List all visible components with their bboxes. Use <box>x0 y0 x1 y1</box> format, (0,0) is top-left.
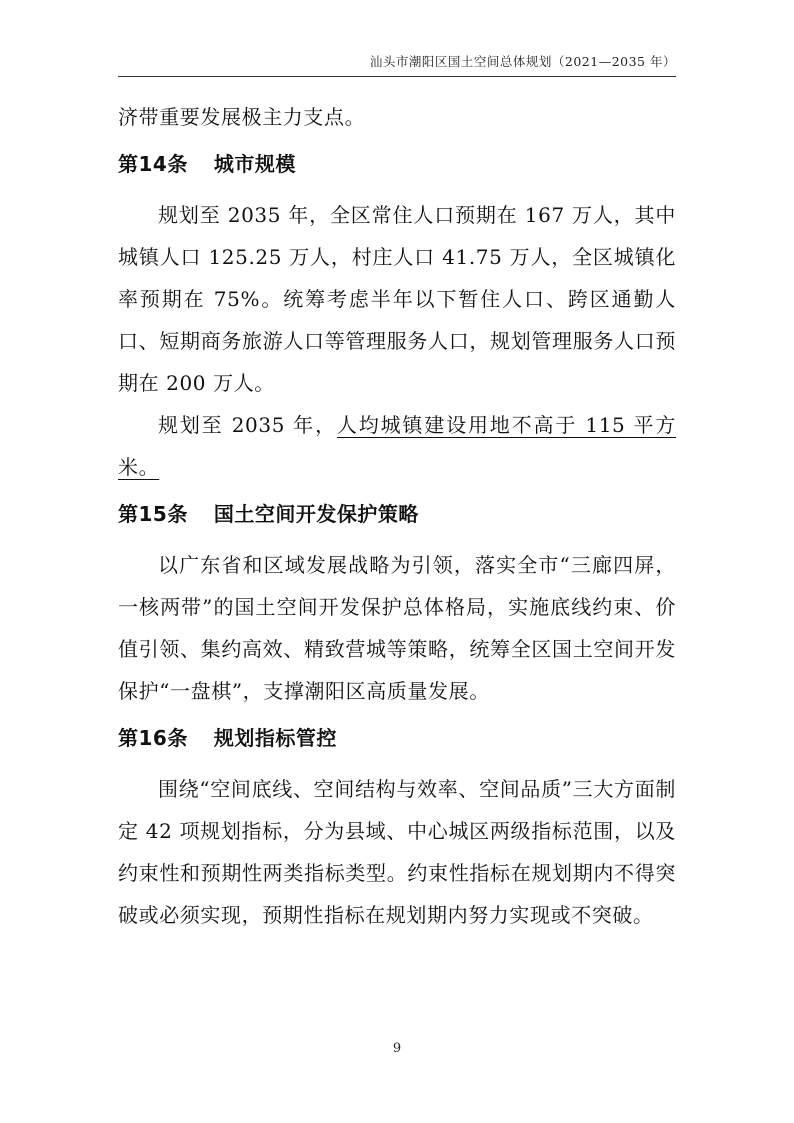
article-14-paragraph-2-prefix: 规划至 2035 年， <box>158 413 337 437</box>
article-16-heading <box>118 716 676 760</box>
article-14-heading <box>118 142 676 186</box>
article-14-paragraph-2-underlined: 人均城镇建设用地不高于 115 平方米。 <box>118 413 676 479</box>
article-15-paragraph-1: 以广东省和区域发展战略为引领，落实全市“三廊四屏，一核两带”的国土空间开发保护总体格局，实施底线约束、价值引领、集约高效、精致营城等策略，统筹全区国土空间开发保护“一盘棋”，支撑潮阳区高质量发展。 <box>118 553 676 703</box>
document-body <box>118 96 676 936</box>
article-16-paragraph-1: 围绕“空间底线、空间结构与效率、空间品质”三大方面制定 42 项规划指标，分为县域、中心城区两级指标范围，以及约束性和预期性两类指标类型。约束性指标在规划期内不得突破或必须实现，预期性指标在规划期内努力实现或不突破。 <box>118 777 676 927</box>
continuation-paragraph: 济带重要发展极主力支点。 <box>118 105 366 129</box>
article-15-heading <box>118 492 676 536</box>
article-14-title: 城市规模 <box>213 152 296 176</box>
page-number: 9 <box>392 1041 402 1056</box>
article-15-number: 第15条 <box>118 502 188 526</box>
article-15-title: 国土空间开发保护策略 <box>213 502 419 526</box>
article-16-number: 第16条 <box>118 726 188 750</box>
header-title: 汕头市潮阳区国土空间总体规划（2021—2035 年） <box>369 54 676 69</box>
article-16-title: 规划指标管控 <box>213 726 337 750</box>
article-14-paragraph-2 <box>118 404 676 488</box>
article-14-number: 第14条 <box>118 152 188 176</box>
article-14-paragraph-1: 规划至 2035 年，全区常住人口预期在 167 万人，其中城镇人口 125.25 万人，村庄人口 41.75 万人，全区城镇化率预期在 75%。统筹考虑半年以下暂住人口、跨区通勤人口、短期商务旅游人口等管理服务人口，规划管理服务人口预期在 200 万人。 <box>118 203 676 395</box>
page-header <box>118 52 676 77</box>
